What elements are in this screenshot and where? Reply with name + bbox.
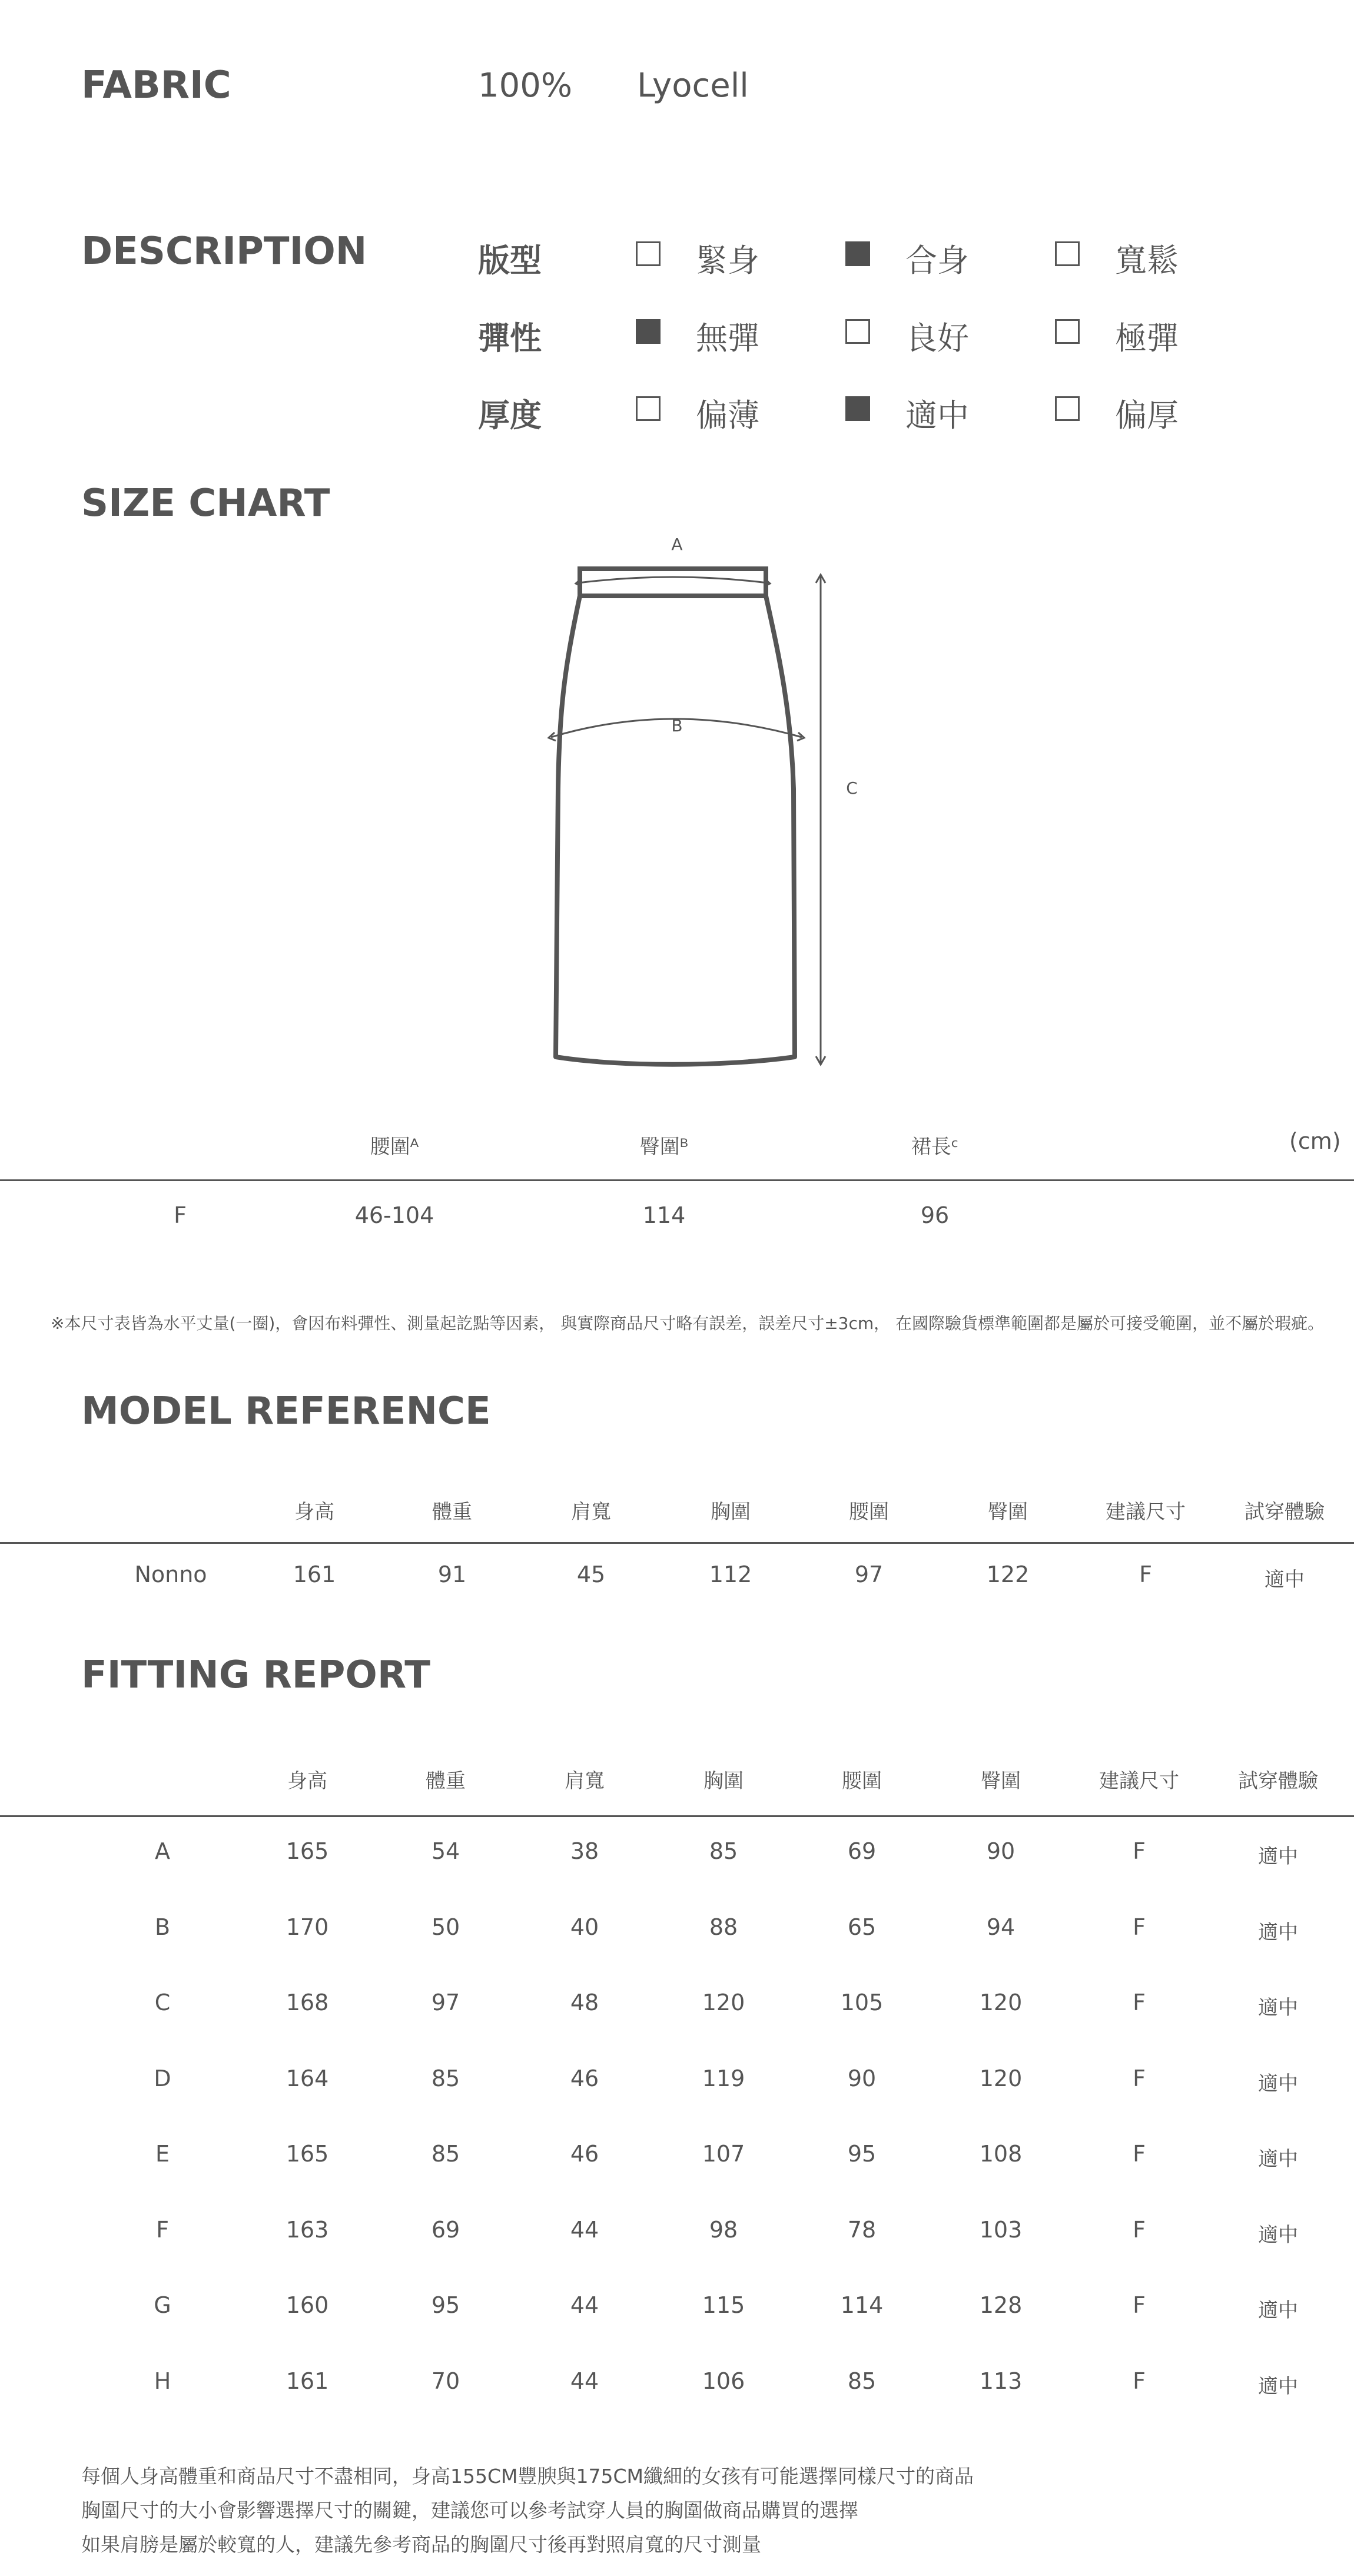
footer-line: 如果肩膀是屬於較寬的人，建議先參考商品的胸圍尺寸後再對照肩寬的尺寸測量	[81, 2533, 761, 2556]
checkbox-label: 偏厚	[1115, 397, 1179, 434]
row-value: 103	[979, 2216, 1023, 2243]
row-value: 107	[702, 2141, 745, 2167]
footer-line: 每個人身高體重和商品尺寸不盡相同，身高155CM豐腴與175CM纖細的女孩有可能選擇同樣尺寸的商品	[81, 2465, 974, 2488]
row-value: 90	[986, 1838, 1016, 1864]
checkbox-label: 適中	[905, 397, 969, 434]
row-value: 50	[431, 1914, 460, 1940]
table-divider	[0, 1542, 1354, 1544]
row-value: 69	[431, 2216, 460, 2243]
description-row-label: 版型	[478, 242, 542, 279]
checkbox-label: 良好	[905, 320, 969, 357]
row-value: 69	[847, 1838, 877, 1864]
row-value: 106	[702, 2368, 745, 2394]
row-value: 45	[576, 1561, 606, 1587]
row-value: 適中	[1258, 2071, 1298, 2096]
row-value: 170	[286, 1914, 329, 1940]
size-label: F	[174, 1202, 187, 1228]
row-name: F	[156, 2216, 169, 2243]
footer-line: 胸圍尺寸的大小會影響選擇尺寸的關鍵，建議您可以參考試穿人員的胸圍做商品購買的選擇	[81, 2499, 858, 2522]
row-value: 91	[437, 1561, 467, 1587]
row-value: 46	[570, 2065, 599, 2091]
fitting-report-title: FITTING REPORT	[81, 1653, 430, 1697]
row-value: 85	[709, 1838, 738, 1864]
fabric-percent: 100%	[478, 67, 573, 105]
row-value: F	[1133, 2216, 1146, 2243]
row-value: 114	[840, 2292, 884, 2318]
row-value: 適中	[1258, 2223, 1298, 2247]
table-header: 試穿體驗	[1238, 1769, 1318, 1793]
row-value: 54	[431, 1838, 460, 1864]
table-header: 肩寬	[571, 1500, 611, 1524]
skirt-body	[556, 596, 795, 1065]
row-value: 115	[702, 2292, 745, 2318]
row-name: H	[154, 2368, 171, 2394]
label-b: B	[671, 716, 683, 735]
size-chart-header: 臀圍ᴮ	[639, 1135, 689, 1159]
row-value: 128	[979, 2292, 1023, 2318]
row-value: 適中	[1258, 2299, 1298, 2322]
row-value: 90	[847, 2065, 877, 2091]
row-value: 122	[986, 1561, 1030, 1587]
table-header: 臀圍	[988, 1500, 1028, 1524]
row-value: 85	[847, 2368, 877, 2394]
table-header: 身高	[287, 1769, 327, 1793]
row-name: B	[154, 1914, 171, 1940]
row-value: 120	[979, 2065, 1023, 2091]
row-value: 44	[570, 2368, 599, 2394]
size-value: 114	[642, 1202, 686, 1228]
row-name: C	[154, 1990, 171, 2015]
table-header: 體重	[426, 1769, 466, 1793]
checkbox	[845, 319, 870, 344]
fabric-material: Lyocell	[637, 67, 749, 105]
table-header: 腰圍	[842, 1769, 882, 1793]
row-value: 98	[709, 2216, 738, 2243]
table-header: 肩寬	[565, 1769, 605, 1793]
checkbox	[1055, 396, 1080, 421]
row-value: 70	[431, 2368, 460, 2394]
table-header: 胸圍	[703, 1769, 744, 1793]
fabric-title: FABRIC	[81, 64, 231, 107]
row-value: 119	[702, 2065, 745, 2091]
row-value: 85	[431, 2065, 460, 2091]
row-value: 46	[570, 2141, 599, 2167]
row-name: E	[155, 2141, 170, 2167]
checkbox	[1055, 319, 1080, 344]
row-value: 38	[570, 1838, 599, 1864]
table-header: 體重	[432, 1500, 472, 1524]
row-value: F	[1133, 2368, 1146, 2394]
table-divider	[0, 1815, 1354, 1817]
row-value: 44	[570, 2292, 599, 2318]
description-row-label: 厚度	[478, 397, 542, 434]
row-value: 94	[986, 1914, 1016, 1940]
row-value: 適中	[1258, 2147, 1298, 2171]
size-chart-title: SIZE CHART	[81, 482, 330, 525]
row-value: 40	[570, 1914, 599, 1940]
table-header: 臀圍	[981, 1769, 1021, 1793]
row-value: 160	[286, 2292, 329, 2318]
row-value: F	[1133, 1838, 1146, 1864]
row-value: 適中	[1258, 1920, 1298, 1944]
row-value: F	[1133, 2292, 1146, 2318]
checkbox-label: 寬鬆	[1115, 242, 1179, 279]
checkbox	[1055, 241, 1080, 266]
row-value: 105	[840, 1990, 884, 2015]
size-chart-header: 裙長ᶜ	[911, 1135, 959, 1159]
skirt-waistband	[580, 569, 766, 596]
row-value: 65	[847, 1914, 877, 1940]
row-value: F	[1133, 2065, 1146, 2091]
row-value: 120	[702, 1990, 745, 2015]
checkbox	[845, 396, 870, 421]
row-value: F	[1133, 1990, 1146, 2015]
size-chart-header: 腰圍ᴬ	[370, 1135, 419, 1159]
row-value: 108	[979, 2141, 1023, 2167]
row-value: F	[1133, 1914, 1146, 1940]
row-value: 48	[570, 1990, 599, 2015]
size-chart-note: ※本尺寸表皆為水平丈量(一圈)，會因布料彈性、測量起訖點等因素， 與實際商品尺寸略有誤差，誤差尺寸±3cm， 在國際驗貨標準範圍都是屬於可接受範圍，並不屬於瑕疵。	[51, 1314, 1325, 1333]
table-header: 建議尺寸	[1106, 1500, 1186, 1524]
checkbox-label: 緊身	[696, 242, 759, 279]
row-value: 164	[286, 2065, 329, 2091]
row-value: 適中	[1258, 2374, 1298, 2398]
table-header: 身高	[294, 1500, 334, 1524]
unit-label: (cm)	[1289, 1128, 1341, 1154]
row-value: 120	[979, 1990, 1023, 2015]
table-header: 胸圍	[711, 1500, 751, 1524]
row-value: 95	[847, 2141, 877, 2167]
row-name: Nonno	[134, 1561, 207, 1587]
checkbox-label: 無彈	[696, 320, 759, 357]
skirt-diagram	[530, 530, 859, 1078]
row-value: F	[1139, 1561, 1152, 1587]
row-value: 95	[431, 2292, 460, 2318]
row-value: 44	[570, 2216, 599, 2243]
table-header: 腰圍	[849, 1500, 889, 1524]
checkbox-label: 偏薄	[696, 397, 759, 434]
checkbox	[636, 319, 661, 344]
row-value: 168	[286, 1990, 329, 2015]
size-value: 46-104	[354, 1202, 434, 1228]
size-value: 96	[920, 1202, 950, 1228]
table-header: 建議尺寸	[1099, 1769, 1179, 1793]
label-c: C	[846, 778, 858, 798]
row-value: 161	[286, 2368, 329, 2394]
checkbox	[845, 241, 870, 266]
row-value: 165	[286, 1838, 329, 1864]
row-value: 112	[709, 1561, 752, 1587]
size-chart-divider	[0, 1179, 1354, 1181]
checkbox-label: 極彈	[1115, 320, 1179, 357]
table-header: 試穿體驗	[1245, 1500, 1325, 1524]
description-title: DESCRIPTION	[81, 230, 367, 273]
label-a: A	[671, 535, 683, 554]
row-value: 161	[293, 1561, 336, 1587]
row-value: 適中	[1258, 1996, 1298, 2020]
model-reference-title: MODEL REFERENCE	[81, 1390, 491, 1433]
row-value: 113	[979, 2368, 1023, 2394]
row-value: F	[1133, 2141, 1146, 2167]
row-value: 97	[431, 1990, 460, 2015]
checkbox-label: 合身	[905, 242, 969, 279]
row-value: 165	[286, 2141, 329, 2167]
checkbox	[636, 241, 661, 266]
row-value: 適中	[1265, 1568, 1305, 1592]
row-name: G	[154, 2292, 171, 2318]
row-value: 78	[847, 2216, 877, 2243]
measure-line-a	[578, 577, 768, 583]
description-row-label: 彈性	[478, 320, 542, 357]
checkbox	[636, 396, 661, 421]
row-value: 163	[286, 2216, 329, 2243]
row-name: D	[154, 2065, 171, 2091]
row-value: 適中	[1258, 1845, 1298, 1868]
row-value: 97	[854, 1561, 884, 1587]
row-value: 85	[431, 2141, 460, 2167]
row-value: 88	[709, 1914, 738, 1940]
row-name: A	[155, 1838, 170, 1864]
